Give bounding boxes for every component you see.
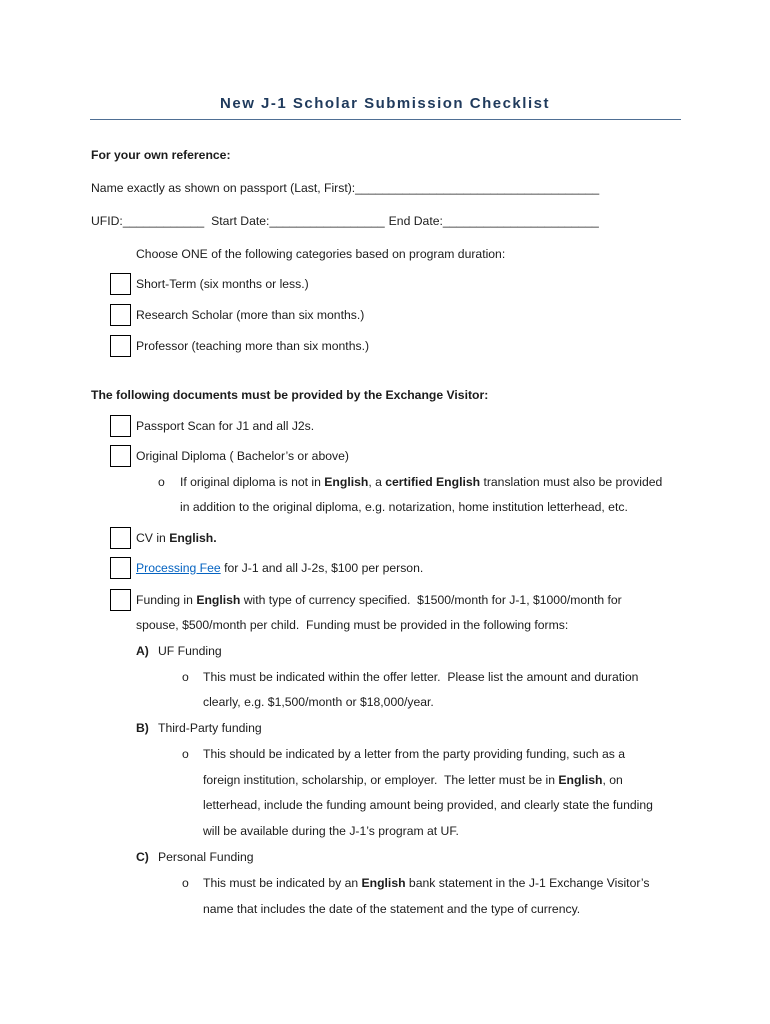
cv-emphasis-english: English. [169, 531, 217, 545]
cv-checkbox[interactable] [110, 527, 131, 549]
funding-form-c-line [203, 875, 649, 891]
diploma-note-bullet: o [158, 475, 165, 489]
funding-form-b-label: Third-Party funding [158, 721, 262, 735]
ufid-blank: ____________ [122, 214, 205, 228]
funding-form-c-label: Personal Funding [158, 850, 254, 864]
funding-form-b-line: will be available during the J-1’s program at UF. [203, 824, 459, 838]
passport-name-label: Name exactly as shown on passport (Last, First): [91, 181, 356, 195]
funding-form-a-label: UF Funding [158, 644, 222, 658]
processing-fee-label [136, 560, 423, 576]
funding-form-c-marker: C) [136, 850, 149, 864]
funding-emphasis-english: English [196, 593, 241, 607]
passport-name-line [91, 180, 599, 196]
funding-form-b-emphasis-english: English [558, 773, 603, 787]
diploma-label: Original Diploma ( Bachelor’s or above) [136, 449, 349, 463]
funding-text: Funding in [136, 593, 197, 607]
documents-heading: The following documents must be provided by the Exchange Visitor: [91, 388, 489, 402]
cv-text: CV in [136, 531, 170, 545]
funding-form-c-bullet: o [182, 876, 189, 890]
start-date-blank: _________________ [269, 214, 385, 228]
dates-line [91, 213, 599, 229]
funding-form-a-line: clearly, e.g. $1,500/month or $18,000/year. [203, 695, 434, 709]
funding-form-c-line: name that includes the date of the statement and the type of currency. [203, 902, 581, 916]
diploma-note-text: If original diploma is not in [180, 475, 325, 489]
category-label-research-scholar: Research Scholar (more than six months.) [136, 308, 365, 322]
diploma-note-emphasis-certified-english: certified English [385, 475, 481, 489]
funding-form-c-emphasis-english: English [361, 876, 406, 890]
funding-form-b-line: letterhead, include the funding amount being provided, and clearly state the funding [203, 798, 653, 812]
processing-fee-text: for J-1 and all J-2s, $100 per person. [220, 561, 424, 575]
funding-form-b-text: foreign institution, scholarship, or employer. The letter must be in [203, 773, 559, 787]
funding-form-b-marker: B) [136, 721, 149, 735]
diploma-note-text: translation must also be provided [480, 475, 663, 489]
category-label-professor: Professor (teaching more than six months.) [136, 339, 370, 353]
funding-line-1 [136, 592, 622, 608]
start-date-label: Start Date: [211, 214, 270, 228]
passport-name-blank: ____________________________________ [355, 181, 600, 195]
funding-form-c-text: bank statement in the J-1 Exchange Visitor’s [405, 876, 650, 890]
funding-form-b-line [203, 772, 623, 788]
end-date-blank: _______________________ [442, 214, 599, 228]
cv-label [136, 530, 217, 546]
diploma-note-line-1 [180, 474, 662, 490]
funding-form-c-text: This must be indicated by an [203, 876, 362, 890]
reference-heading: For your own reference: [91, 148, 231, 162]
category-prompt: Choose ONE of the following categories based on program duration: [136, 247, 506, 261]
category-checkbox-short-term[interactable] [110, 273, 131, 295]
passport-scan-label: Passport Scan for J1 and all J2s. [136, 419, 315, 433]
diploma-note-text: , a [368, 475, 386, 489]
funding-line-2: spouse, $500/month per child. Funding must be provided in the following forms: [136, 618, 569, 632]
category-checkbox-professor[interactable] [110, 335, 131, 357]
funding-form-b-bullet: o [182, 747, 189, 761]
diploma-note-line-2: in addition to the original diploma, e.g. notarization, home institution letterhead, etc. [180, 500, 628, 514]
title-divider [90, 119, 681, 120]
processing-fee-link[interactable]: Processing Fee [136, 561, 221, 575]
processing-fee-checkbox[interactable] [110, 557, 131, 579]
funding-checkbox[interactable] [110, 589, 131, 611]
funding-form-b-text: , on [602, 773, 623, 787]
funding-form-a-bullet: o [182, 670, 189, 684]
diploma-checkbox[interactable] [110, 445, 131, 467]
end-date-label: End Date: [388, 214, 443, 228]
ufid-label: UFID: [91, 214, 123, 228]
category-label-short-term: Short-Term (six months or less.) [136, 277, 309, 291]
diploma-note-emphasis-english: English [324, 475, 369, 489]
funding-form-a-marker: A) [136, 644, 149, 658]
funding-form-a-line: This must be indicated within the offer letter. Please list the amount and duration [203, 670, 639, 684]
passport-scan-checkbox[interactable] [110, 415, 131, 437]
category-checkbox-research-scholar[interactable] [110, 304, 131, 326]
document-title: New J-1 Scholar Submission Checklist [220, 95, 550, 112]
funding-form-b-line: This should be indicated by a letter from the party providing funding, such as a [203, 747, 626, 761]
funding-text: with type of currency specified. $1500/month for J-1, $1000/month for [240, 593, 622, 607]
